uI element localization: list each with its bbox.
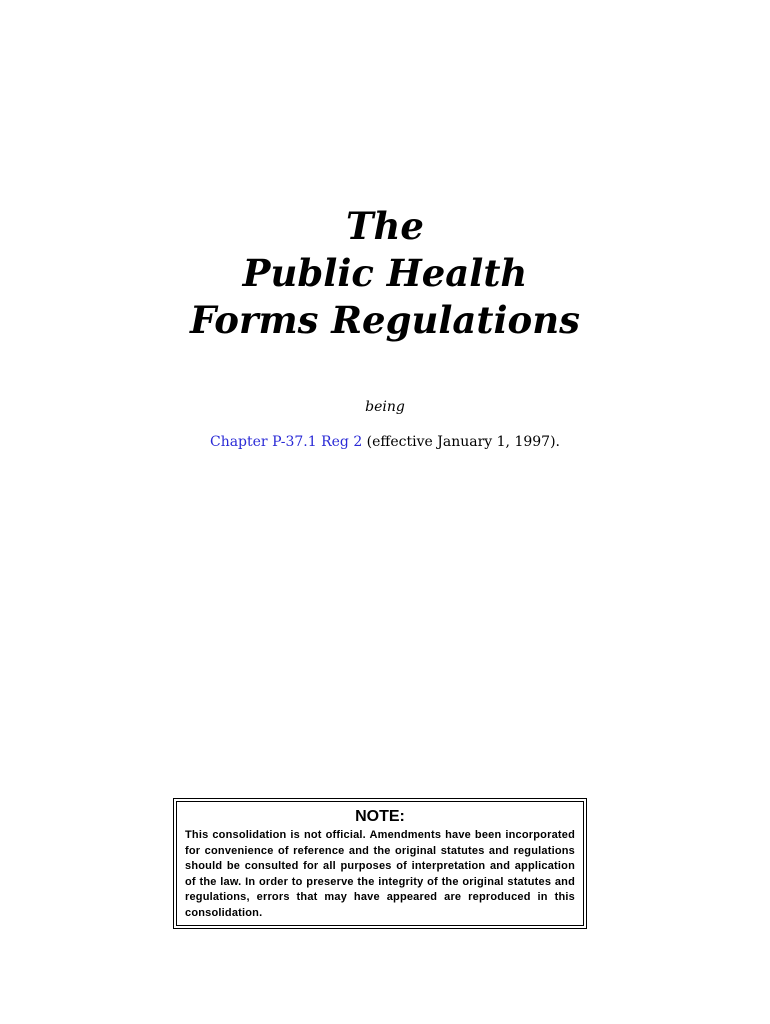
note-text: This consolidation is not official. Amendments have been incorporated for convenience of reference and the original statutes and regulations should be consulted for all purposes of interpretation and application of the law. In order to preserve the integrity of the original statutes and regulations, errors that may have appeared are reproduced in this consolidation.	[185, 829, 575, 919]
citation-effective-date: (effective January 1, 1997).	[362, 434, 560, 450]
title-line-2: Public Health	[242, 251, 528, 295]
chapter-link[interactable]: Chapter P-37.1 Reg 2	[209, 434, 363, 450]
being-label: being	[365, 399, 405, 415]
note-heading: NOTE:	[355, 808, 405, 825]
note-inner-frame	[176, 801, 584, 926]
citation	[0, 434, 770, 450]
document-title	[0, 203, 770, 344]
note-box	[173, 798, 587, 929]
title-line-1: The	[346, 204, 424, 248]
title-line-3: Forms Regulations	[190, 298, 580, 342]
